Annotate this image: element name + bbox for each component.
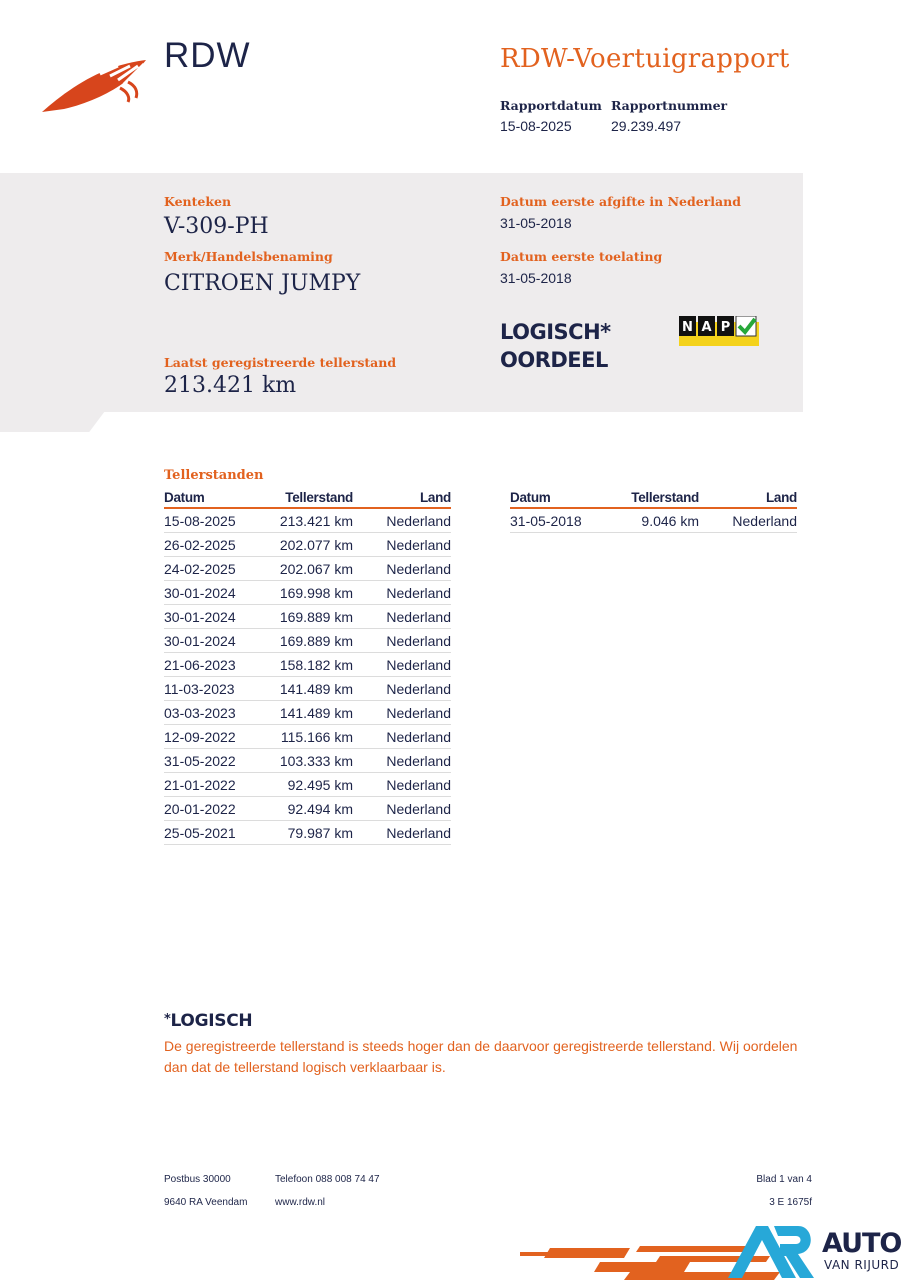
reading-country: Nederland	[353, 821, 451, 845]
report-number-label: Rapportnummer	[611, 98, 728, 113]
nap-badge-icon	[679, 316, 759, 346]
verdict	[500, 318, 611, 374]
table-row	[164, 629, 451, 653]
reading-odometer: 79.987 km	[264, 821, 353, 845]
table-row	[164, 677, 451, 701]
footer-website[interactable]: www.rdw.nl	[275, 1197, 326, 1208]
reading-country: Nederland	[353, 701, 451, 725]
reading-date: 31-05-2022	[164, 749, 264, 773]
reading-odometer: 169.998 km	[264, 581, 353, 605]
reading-odometer: 158.182 km	[264, 653, 353, 677]
footnote-marker: *	[164, 1012, 171, 1027]
reading-date: 26-02-2025	[164, 533, 264, 557]
column-header-odometer: Tellerstand	[610, 488, 699, 508]
table-header-row	[164, 488, 451, 508]
odometer-label: Laatst geregistreerde tellerstand	[164, 355, 397, 370]
reading-country: Nederland	[353, 773, 451, 797]
column-header-country: Land	[353, 488, 451, 508]
table-row	[164, 773, 451, 797]
column-header-odometer: Tellerstand	[264, 488, 353, 508]
reading-odometer: 169.889 km	[264, 629, 353, 653]
reading-country: Nederland	[353, 653, 451, 677]
reading-date: 12-09-2022	[164, 725, 264, 749]
reading-date: 25-05-2021	[164, 821, 264, 845]
table-header-row	[510, 488, 797, 508]
table-row	[164, 797, 451, 821]
reading-odometer: 92.495 km	[264, 773, 353, 797]
reading-country: Nederland	[353, 557, 451, 581]
plate-label: Kenteken	[164, 194, 232, 209]
readings-section-title: Tellerstanden	[164, 468, 264, 483]
make-value: CITROEN JUMPY	[164, 271, 361, 296]
table-row	[164, 653, 451, 677]
first-admission-label: Datum eerste toelating	[500, 249, 663, 264]
nap-letter-a: A	[701, 320, 712, 335]
report-date-label: Rapportdatum	[500, 98, 602, 113]
reading-odometer: 92.494 km	[264, 797, 353, 821]
reading-country: Nederland	[353, 605, 451, 629]
table-row	[164, 821, 451, 845]
report-number: 29.239.497	[611, 118, 682, 134]
reading-country: Nederland	[353, 508, 451, 533]
table-row	[164, 725, 451, 749]
table-row	[164, 701, 451, 725]
reading-odometer: 202.067 km	[264, 557, 353, 581]
nap-letter-p: P	[720, 320, 731, 335]
column-header-date: Datum	[164, 488, 264, 508]
reading-country: Nederland	[353, 581, 451, 605]
reading-date: 30-01-2024	[164, 605, 264, 629]
rdw-logo-text: RDW	[164, 36, 251, 75]
watermark-brand-line1: AUTO	[822, 1228, 902, 1259]
reading-date: 11-03-2023	[164, 677, 264, 701]
reading-date: 21-06-2023	[164, 653, 264, 677]
footnote-title-text: LOGISCH	[170, 1011, 253, 1031]
report-date: 15-08-2025	[500, 118, 572, 134]
first-issue-label: Datum eerste afgifte in Nederland	[500, 194, 741, 209]
footer-city: 9640 RA Veendam	[164, 1197, 248, 1208]
auto-van-rijurd-logo	[722, 1222, 904, 1280]
watermark-brand-line2: VAN RIJURD	[824, 1258, 900, 1272]
rdw-feather-logo-icon	[40, 56, 150, 114]
reading-country: Nederland	[353, 533, 451, 557]
first-admission-value: 31-05-2018	[500, 270, 572, 286]
reading-country: Nederland	[353, 749, 451, 773]
first-issue-value: 31-05-2018	[500, 215, 572, 231]
reading-odometer: 169.889 km	[264, 605, 353, 629]
table-row	[510, 508, 797, 533]
nap-letter-n: N	[682, 320, 693, 335]
reading-odometer: 115.166 km	[264, 725, 353, 749]
reading-date: 20-01-2022	[164, 797, 264, 821]
report-title: RDW-Voertuigrapport	[500, 44, 790, 74]
reading-date: 21-01-2022	[164, 773, 264, 797]
reading-country: Nederland	[353, 725, 451, 749]
reading-date: 30-01-2024	[164, 581, 264, 605]
panel-tab-decoration	[0, 411, 105, 432]
plate-value: V-309-PH	[164, 214, 269, 239]
readings-table-right	[510, 488, 797, 533]
reading-country: Nederland	[353, 629, 451, 653]
table-row	[164, 581, 451, 605]
reading-odometer: 9.046 km	[610, 508, 699, 533]
reading-date: 30-01-2024	[164, 629, 264, 653]
table-row	[164, 533, 451, 557]
reading-odometer: 141.489 km	[264, 677, 353, 701]
reading-date: 24-02-2025	[164, 557, 264, 581]
reading-odometer: 141.489 km	[264, 701, 353, 725]
footer-page-number: Blad 1 van 4	[756, 1174, 812, 1185]
footer-code: 3 E 1675f	[769, 1197, 812, 1208]
ar-logo-icon	[722, 1222, 818, 1280]
verdict-line2: OORDEEL	[500, 348, 608, 372]
reading-odometer: 103.333 km	[264, 749, 353, 773]
reading-country: Nederland	[353, 677, 451, 701]
table-row	[164, 557, 451, 581]
reading-date: 03-03-2023	[164, 701, 264, 725]
reading-country: Nederland	[699, 508, 797, 533]
column-header-country: Land	[699, 488, 797, 508]
reading-date: 31-05-2018	[510, 508, 610, 533]
column-header-date: Datum	[510, 488, 610, 508]
verdict-line1: LOGISCH*	[500, 320, 611, 344]
readings-table-left	[164, 488, 451, 845]
odometer-value: 213.421 km	[164, 373, 297, 398]
footnote-text: De geregistreerde tellerstand is steeds hoger dan de daarvoor geregistreerde tellerstand. Wij oordelen dan dat de tellerstand logisch verklaarbaar is.	[164, 1038, 798, 1075]
table-row	[164, 508, 451, 533]
table-row	[164, 749, 451, 773]
footnote-title	[164, 1011, 252, 1031]
table-row	[164, 605, 451, 629]
footer-phone: Telefoon 088 008 74 47	[275, 1174, 380, 1185]
reading-country: Nederland	[353, 797, 451, 821]
reading-odometer: 202.077 km	[264, 533, 353, 557]
reading-odometer: 213.421 km	[264, 508, 353, 533]
make-label: Merk/Handelsbenaming	[164, 249, 333, 264]
footer-postbus: Postbus 30000	[164, 1174, 231, 1185]
reading-date: 15-08-2025	[164, 508, 264, 533]
